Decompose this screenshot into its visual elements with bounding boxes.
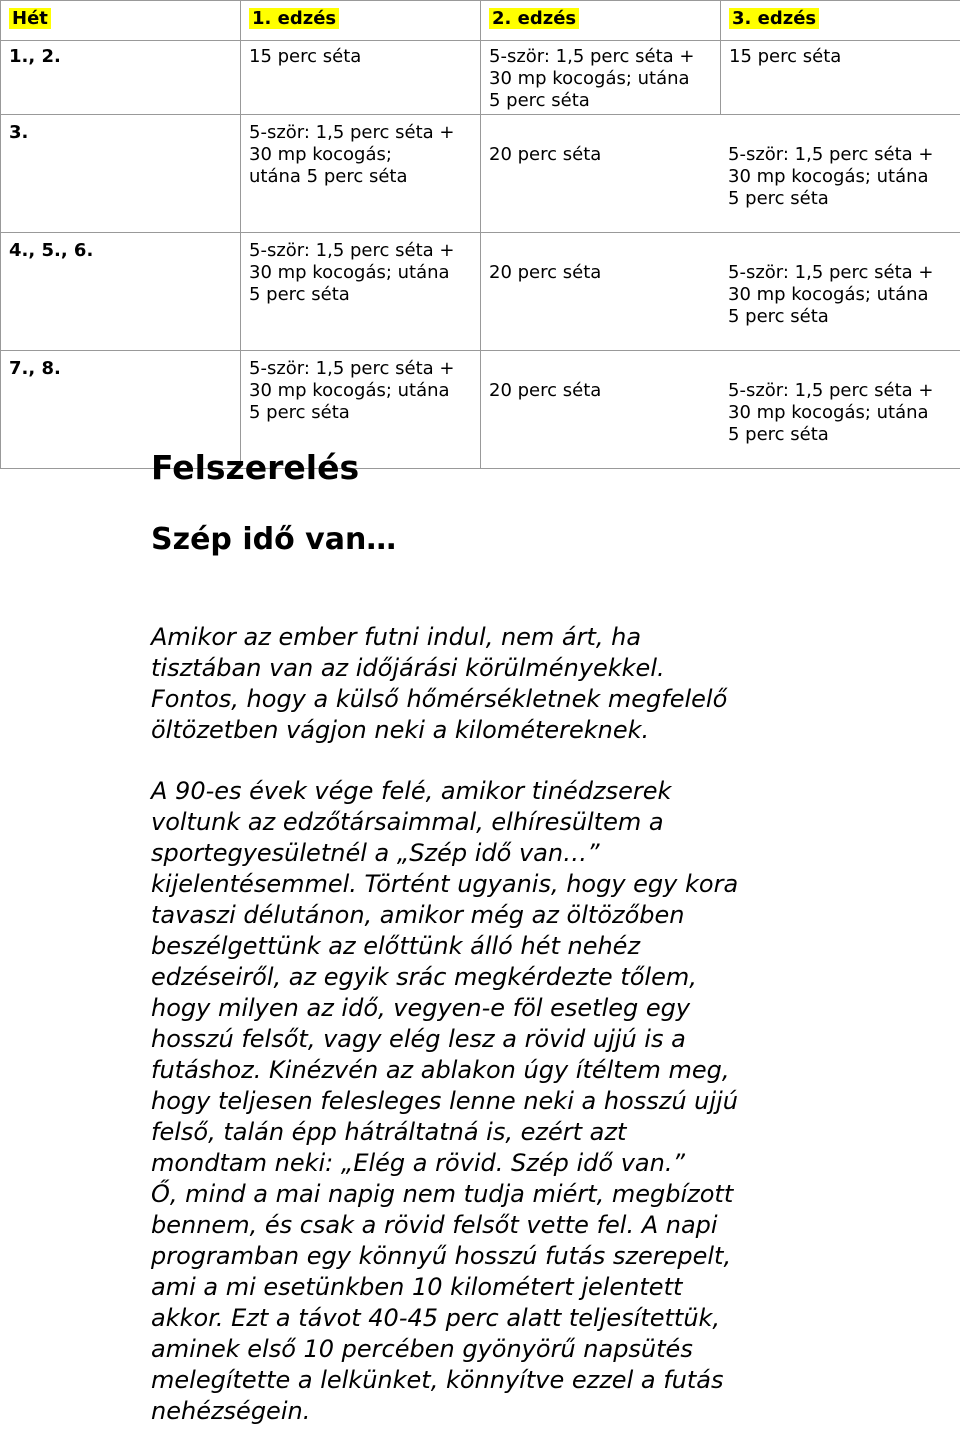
workout-cell: 15 perc séta: [241, 41, 481, 115]
workout-cell-merged: [481, 115, 960, 233]
article: [151, 446, 911, 1427]
workout-cell: 5-ször: 1,5 perc séta + 30 mp kocogás; utána 5 perc séta: [241, 115, 481, 233]
table-row: [1, 233, 960, 351]
week-cell: 7., 8.: [1, 351, 241, 469]
table-header-row: [1, 1, 960, 41]
week-cell: 4., 5., 6.: [1, 233, 241, 351]
workout-cell: 5-ször: 1,5 perc séta + 30 mp kocogás; utána 5 perc séta: [728, 380, 934, 445]
section-title: Felszerelés: [151, 448, 360, 487]
week-cell: 3.: [1, 115, 241, 233]
header-cell-workout-1: 1. edzés: [241, 1, 481, 41]
table-row: [1, 115, 960, 233]
week-cell: 1., 2.: [1, 41, 241, 115]
workout-cell-merged: [481, 233, 960, 351]
header-cell-week: Hét: [1, 1, 241, 41]
training-schedule-table: [0, 0, 960, 469]
workout-cell: 5-ször: 1,5 perc séta + 30 mp kocogás; utána 5 perc séta: [728, 144, 934, 209]
workout-cell: 5-ször: 1,5 perc séta + 30 mp kocogás; utána 5 perc séta: [241, 233, 481, 351]
workout-cell: 5-ször: 1,5 perc séta + 30 mp kocogás; utána 5 perc séta: [728, 262, 934, 327]
workout-cell: 5-ször: 1,5 perc séta + 30 mp kocogás; utána 5 perc séta: [481, 41, 721, 115]
paragraph-story: A 90-es évek vége felé, amikor tinédzserek voltunk az edzőtársaimmal, elhíresültem a sportegyesületnél a „Szép idő van…” kijelentésemmel. Történt ugyanis, hogy egy kora tavaszi délutánon, amikor még az öltözőben beszélgettünk az előttünk álló hét nehéz edzéseiről, az egyik srác megkérdezte tőlem, hogy milyen az idő, vegyen-e föl esetleg egy hosszú felsőt, vagy elég lesz a rövid ujjú is a futáshoz. Kinézvén az ablakon úgy ítéltem meg, hogy teljesen felesleges lenne neki a hosszú ujjú felső, talán épp hátráltatná is, ezért azt mondtam neki: „Elég a rövid. Szép idő van.” Ő, mind a mai napig nem tudja miért, megbízott bennem, és csak a rövid felsőt vette fel. A napi programban egy könnyű hosszú futás szerepelt, ami a mi esetünkben 10 kilométert jelentett akkor. Ezt a távot 40-45 perc alatt teljesítettük, aminek első 10 percében gyönyörű napsütés melegítette a lelkünket, könnyítve ezzel a futás nehézségein.: [151, 777, 739, 1425]
workout-cell: 20 perc séta: [489, 380, 602, 401]
header-cell-workout-2: 2. edzés: [481, 1, 721, 41]
table-row: [1, 41, 960, 115]
workout-cell: 20 perc séta: [489, 144, 602, 165]
section-subtitle: Szép idő van…: [151, 522, 397, 557]
workout-cell: 5-ször: 1,5 perc séta + 30 mp kocogás; utána 5 perc séta: [241, 351, 481, 469]
workout-cell: 20 perc séta: [489, 262, 602, 283]
workout-cell: 15 perc séta: [721, 41, 960, 115]
paragraph-intro: Amikor az ember futni indul, nem árt, ha tisztában van az időjárási körülményekkel. Fontos, hogy a külső hőmérsékletnek megfelelő öltözetben vágjon neki a kilométereknek.: [151, 623, 728, 744]
header-cell-workout-3: 3. edzés: [721, 1, 960, 41]
